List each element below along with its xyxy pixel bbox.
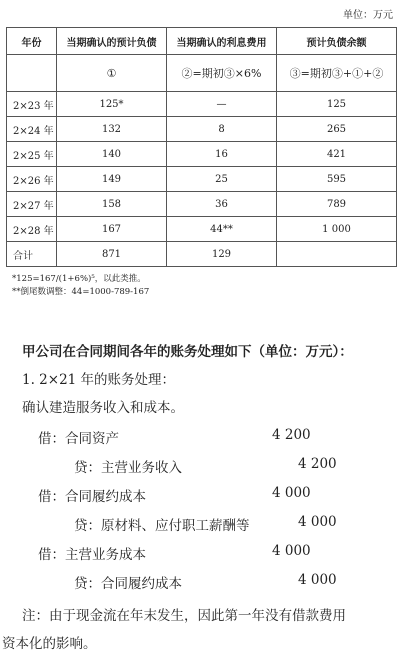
footnote: *125=167/(1+6%)⁵，以此类推。 (12, 274, 146, 284)
section-heading: 甲公司在合同期间各年的账务处理如下（单位：万元）： (22, 344, 353, 360)
column-header: 当期确认的预计负债 (57, 28, 167, 55)
table-cell: ②=期初③×6% (167, 55, 277, 92)
table-cell: 合计 (7, 242, 57, 267)
table-cell: 125 (277, 92, 397, 117)
table-cell: 595 (277, 167, 397, 192)
entry-label: 贷：合同履约成本 (74, 576, 182, 592)
table-cell: ① (57, 55, 167, 92)
table-cell: 789 (277, 192, 397, 217)
note-text: 资本化的影响。 (2, 636, 97, 652)
table-cell: 16 (167, 142, 277, 167)
table-row (7, 192, 397, 217)
table-cell: 129 (167, 242, 277, 267)
entry-amount: 4 000 (272, 543, 311, 559)
table-cell (7, 55, 57, 92)
table-cell: 1 000 (277, 217, 397, 242)
table-total-row (7, 242, 397, 267)
unit-label: 单位：万元 (343, 10, 393, 21)
liability-table (6, 27, 397, 267)
table-cell: 36 (167, 192, 277, 217)
table-cell: 2×23 年 (7, 92, 57, 117)
table-row (7, 117, 397, 142)
table-cell: 265 (277, 117, 397, 142)
entry-label: 借：合同履约成本 (38, 489, 146, 505)
table-cell: 8 (167, 117, 277, 142)
table-cell: 44** (167, 217, 277, 242)
table-cell: 158 (57, 192, 167, 217)
entry-label: 贷：主营业务收入 (74, 460, 182, 476)
entry-amount: 4 000 (272, 485, 311, 501)
entry-amount: 4 200 (298, 456, 337, 472)
note-text: 注：由于现金流在年末发生，因此第一年没有借款费用 (22, 608, 346, 624)
column-header: 年份 (7, 28, 57, 55)
paragraph: 确认建造服务收入和成本。 (22, 400, 184, 416)
table-row (7, 167, 397, 192)
table-row (7, 92, 397, 117)
formula-row (7, 55, 397, 92)
table-cell: 167 (57, 217, 167, 242)
table-footnotes (12, 273, 149, 299)
table-row (7, 142, 397, 167)
entry-label: 借：合同资产 (38, 431, 119, 447)
subheading: 1. 2×21 年的账务处理： (22, 372, 176, 388)
footnote: **倒尾数调整：44=1000-789-167 (12, 287, 150, 297)
table-cell: — (167, 92, 277, 117)
table-cell: 2×25 年 (7, 142, 57, 167)
entry-amount: 4 000 (298, 572, 337, 588)
table-cell: 2×28 年 (7, 217, 57, 242)
table-cell: 149 (57, 167, 167, 192)
table-cell: 871 (57, 242, 167, 267)
table-cell: 421 (277, 142, 397, 167)
table-cell: 2×27 年 (7, 192, 57, 217)
column-header: 预计负债余额 (277, 28, 397, 55)
table-cell: 2×24 年 (7, 117, 57, 142)
table-cell: 2×26 年 (7, 167, 57, 192)
table-cell: 132 (57, 117, 167, 142)
table-cell: 125* (57, 92, 167, 117)
column-header: 当期确认的利息费用 (167, 28, 277, 55)
entry-label: 贷：原材料、应付职工薪酬等 (74, 518, 250, 534)
table-cell (277, 242, 397, 267)
entry-amount: 4 200 (272, 427, 311, 443)
table-cell: ③=期初③+①+② (277, 55, 397, 92)
table-cell: 25 (167, 167, 277, 192)
table-cell: 140 (57, 142, 167, 167)
table-header-row (7, 28, 397, 55)
entry-amount: 4 000 (298, 514, 337, 530)
entry-label: 借：主营业务成本 (38, 547, 146, 563)
table-row (7, 217, 397, 242)
